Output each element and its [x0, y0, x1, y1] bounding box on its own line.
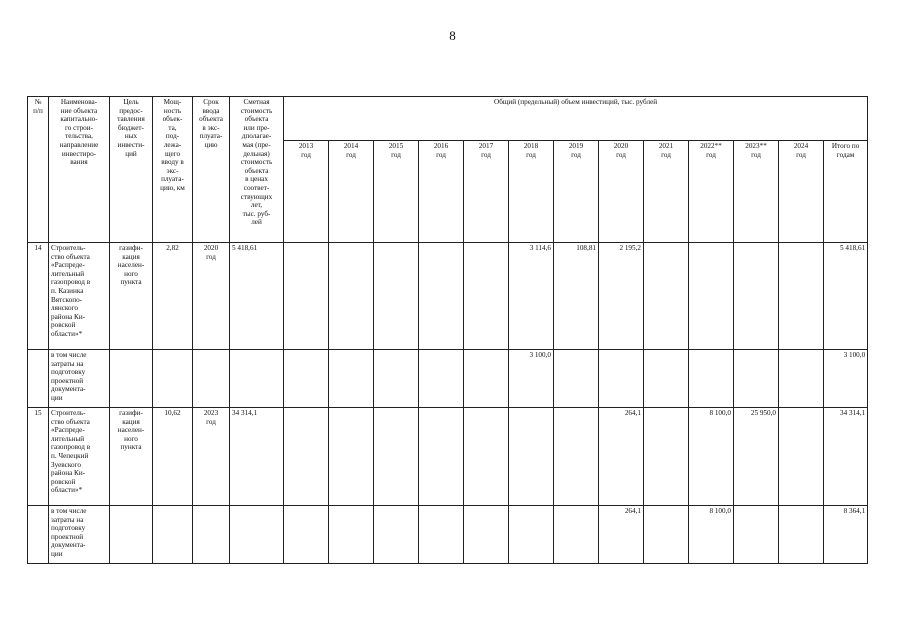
table-row [28, 350, 868, 408]
header-year: 2018 год [509, 141, 554, 243]
page-number: 8 [449, 28, 456, 43]
row-value [284, 408, 329, 506]
table-row [28, 243, 868, 350]
row-value [374, 506, 419, 564]
row-value [464, 350, 509, 408]
header-row-1 [28, 97, 868, 141]
row-value [329, 506, 374, 564]
row-value [779, 506, 824, 564]
row-value [644, 506, 689, 564]
row-num: 15 [28, 408, 49, 506]
row-term [193, 350, 230, 408]
row-goal [110, 506, 153, 564]
header-total-investment: Общий (предельный) объем инвестиций, тыс. рублей [284, 97, 868, 141]
header-year: 2022** год [689, 141, 734, 243]
row-value [509, 408, 554, 506]
row-value [554, 350, 599, 408]
row-value [464, 408, 509, 506]
row-value [779, 243, 824, 350]
row-value [284, 243, 329, 350]
row-cost [230, 350, 284, 408]
row-value [644, 243, 689, 350]
row-term [193, 506, 230, 564]
row-value [419, 243, 464, 350]
row-value: 2 195,2 [599, 243, 644, 350]
row-value [329, 243, 374, 350]
row-capacity [153, 350, 193, 408]
row-value [329, 408, 374, 506]
header-year: 2015 год [374, 141, 419, 243]
row-value [374, 243, 419, 350]
row-capacity [153, 506, 193, 564]
row-value [734, 243, 779, 350]
table-row [28, 408, 868, 506]
row-capacity: 2,82 [153, 243, 193, 350]
row-value: 264,1 [599, 408, 644, 506]
row-name: Строитель- ство объекта «Распреде- лительный газопровод в п. Чепецкий Зуевского района Ки- ровской области»* [49, 408, 110, 506]
row-value [419, 350, 464, 408]
row-value [689, 243, 734, 350]
row-cost: 34 314,1 [230, 408, 284, 506]
row-value [374, 408, 419, 506]
header-year: 2023** год [734, 141, 779, 243]
header-year: 2016 год [419, 141, 464, 243]
header-name: Наименова- ние объекта капитально- го строи- тельства, направление инвестиро- вания [49, 97, 110, 243]
row-name: в том числе затраты на подготовку проектной документа- ции [49, 350, 110, 408]
row-capacity: 10,62 [153, 408, 193, 506]
row-num: 14 [28, 243, 49, 350]
row-name: Строитель- ство объекта «Распреде- лительный газопровод в п. Казинка Вятскопо- лянского района Ки- ровской области»* [49, 243, 110, 350]
header-year: 2017 год [464, 141, 509, 243]
row-value [284, 506, 329, 564]
row-total: 8 364,1 [824, 506, 868, 564]
row-value [419, 408, 464, 506]
row-value [734, 506, 779, 564]
row-value: 8 100,0 [689, 506, 734, 564]
header-total-by-years: Итого по годам [824, 141, 868, 243]
row-term: 2023 год [193, 408, 230, 506]
header-year: 2024 год [779, 141, 824, 243]
row-term: 2020 год [193, 243, 230, 350]
investment-table [27, 96, 868, 564]
row-total: 34 314,1 [824, 408, 868, 506]
row-value [374, 350, 419, 408]
row-value [779, 350, 824, 408]
row-value: 3 114,6 [509, 243, 554, 350]
row-goal: газифи- кация населен- ного пункта [110, 408, 153, 506]
row-num [28, 506, 49, 564]
header-num: № п/п [28, 97, 49, 243]
header-cost: Сметная стоимость объекта или пре- дполагае- мая (пре- дельная) стоимость объекта в ценах соответ- ствующих лет, тыс. руб- лей [230, 97, 284, 243]
row-value [419, 506, 464, 564]
header-year: 2013 год [284, 141, 329, 243]
row-cost [230, 506, 284, 564]
row-value [779, 408, 824, 506]
row-value: 25 950,0 [734, 408, 779, 506]
header-year: 2020 год [599, 141, 644, 243]
row-value: 8 100,0 [689, 408, 734, 506]
row-num [28, 350, 49, 408]
row-value [284, 350, 329, 408]
header-capacity: Мощ- ность объек- та, под- лежа- щего вводу в экс- плуата- цию, км [153, 97, 193, 243]
row-value [734, 350, 779, 408]
row-value [464, 506, 509, 564]
row-value [554, 506, 599, 564]
header-year: 2021 год [644, 141, 689, 243]
row-value: 108,81 [554, 243, 599, 350]
row-value [644, 350, 689, 408]
row-name: в том числе затраты на подготовку проектной документа- ции [49, 506, 110, 564]
row-cost: 5 418,61 [230, 243, 284, 350]
row-value [689, 350, 734, 408]
row-value: 264,1 [599, 506, 644, 564]
header-goal: Цель предос- тавления бюджет- ных инвести- ций [110, 97, 153, 243]
table-row [28, 506, 868, 564]
row-value: 3 100,0 [509, 350, 554, 408]
row-value [644, 408, 689, 506]
header-term: Срок ввода объекта в экс- плуата- цию [193, 97, 230, 243]
row-goal [110, 350, 153, 408]
row-value [554, 408, 599, 506]
row-value [599, 350, 644, 408]
row-value [329, 350, 374, 408]
row-goal: газифи- кация населен- ного пункта [110, 243, 153, 350]
header-year: 2019 год [554, 141, 599, 243]
row-value [509, 506, 554, 564]
header-year: 2014 год [329, 141, 374, 243]
row-total: 5 418,61 [824, 243, 868, 350]
row-value [464, 243, 509, 350]
row-total: 3 100,0 [824, 350, 868, 408]
